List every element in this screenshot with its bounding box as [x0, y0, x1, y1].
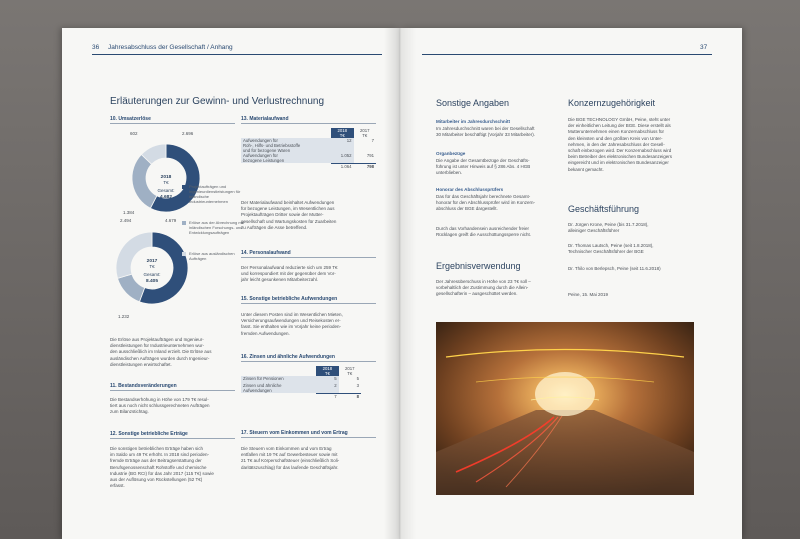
- section-17-text: Die Steuern vom Einkommen und vom Ertrag entfallen mit 19 T€ auf Gewerbesteuer sowie mit 21 T€ auf Körperschaftsteuer (einschließlich Soli- daritätszuschlag) für das laufende Geschäftsjahr.: [241, 446, 340, 470]
- gf-member-1: Dr. Jürgen Krone, Peine (bis 31.7.2018), alleiniger Geschäftsführer: [568, 222, 649, 234]
- table-total-row: 1.064 798: [241, 163, 376, 171]
- gf-heading: Geschäftsführung: [568, 204, 640, 214]
- section-11-text: Die Bestandserhöhung in Höhe von 179 T€ resul- tiert aus noch nicht schlussgerechneten Aufträgen zum Bilanzstichtag.: [110, 397, 210, 415]
- ergebnis-heading: Ergebnisverwendung: [436, 261, 521, 271]
- table-total-row: 7 8: [241, 393, 361, 401]
- table-row: Aufwendungen für Roh-, Hilfs- und Betriebsstoffe und für bezogene Waren 12 7: [243, 138, 374, 153]
- mitarbeiter-text: Im Jahresdurchschnitt waren bei der Gesellschaft 30 Mitarbeiter beschäftigt (Vorjahr 33 Mitarbeiter).: [436, 126, 536, 138]
- sonstige-heading: Sonstige Angaben: [436, 98, 510, 108]
- donut-2017-label-b: 4.679: [165, 218, 177, 223]
- col-2017-header: 2017 T€: [359, 128, 370, 138]
- donut-2018-total-label: Gesamt:: [157, 188, 175, 193]
- section-14-title: 14. Personalaufwand: [241, 250, 291, 256]
- donut-2017-unit: T€: [149, 264, 155, 269]
- donut-2017-total: 8.405: [145, 279, 159, 284]
- book-gutter: [384, 28, 416, 539]
- interest-table: [241, 366, 361, 401]
- donut-2018-label-a: 602: [130, 131, 138, 136]
- page-number-right: 37: [700, 44, 708, 51]
- table-row: Zinsen und ähnliche Aufwendungen 2 3: [243, 383, 359, 393]
- header-title: Jahresabschluss der Gesellschaft / Anhang: [108, 44, 233, 51]
- ausschuettung-note: Durch das Vorhandensein ausreichender freier Rücklagen greift die Ausschüttungssperre nicht.: [436, 226, 532, 238]
- header-rule: [422, 54, 712, 55]
- section-17-title: 17. Steuern vom Einkommen und vom Ertrag: [241, 430, 348, 436]
- col-2017-header: 2017 T€: [345, 366, 355, 376]
- donut-2017-label-c: 1.232: [118, 314, 130, 319]
- donut-2018-unit: T€: [163, 180, 169, 185]
- donut-2018-label-c: 1.384: [123, 210, 135, 215]
- divider: [110, 123, 235, 124]
- honorar-title: Honorar des Abschlussprüfers: [436, 187, 504, 192]
- page-number-left: 36: [92, 44, 100, 51]
- table-row: Zinsen für Pensionen 5 5: [243, 376, 359, 381]
- divider: [110, 390, 235, 391]
- legend-swatch-light: [182, 252, 186, 256]
- honorar-text: Das für das Geschäftsjahr berechnete Gesamt- honorar für den Abschlussprüfer wird im Konzern- abschluss der BGE dargestellt.: [436, 194, 536, 212]
- divider: [241, 257, 376, 258]
- gf-date: Peine, 15. Mai 2019: [568, 292, 609, 297]
- section-16-title: 16. Zinsen und ähnliche Aufwendungen: [241, 354, 335, 360]
- divider: [241, 437, 376, 438]
- section-13-title: 13. Materialaufwand: [241, 116, 289, 122]
- tunnel-photo: [436, 322, 694, 495]
- section-15-title: 15. Sonstige betriebliche Aufwendungen: [241, 296, 338, 302]
- divider: [241, 303, 376, 304]
- legend-item-3: Erlöse aus ausländischen Aufträgen: [189, 251, 235, 261]
- col-2018-header: 2018 T€: [331, 128, 354, 138]
- ergebnis-text: Der Jahresüberschuss in Höhe von 23 T€ soll – vorbehaltlich der Zustimmung durch die Allein- gesellschafterin – ausgeschüttet werden.: [436, 279, 531, 297]
- col-2018-header: 2018 T€: [316, 366, 338, 376]
- material-table: [241, 128, 376, 171]
- organbezuege-title: Organbezüge: [436, 151, 466, 156]
- section-11-title: 11. Bestandsveränderungen: [110, 383, 177, 389]
- konzern-text: Die BGE TECHNOLOGY GmbH, Peine, steht unter der einheitlichen Leitung der BGE. Diese erstellt als Mutterunternehmen einen Konzernabschluss für den kleinsten und den größten Kreis von Unter- nehmen, in den der Jahresabschluss der Gesell- schaft einbezogen wird. Der Konzernabschluss wird beim Betreiber des elektronischen Bundesanzeigers eingereicht und im elektronischen Bundesanzeiger bekannt gemacht.: [568, 117, 673, 172]
- section-15-text: Unter diesem Posten sind im Wesentlichen Mieten, Versicherungsaufwendungen und Reisekosten er- fasst. Sie enthalten wie im Vorjahr keine perioden- fremden Aufwendungen.: [241, 312, 343, 336]
- section-12-text: Die sonstigen betrieblichen Erträge haben sich im Saldo um 49 T€ erhöht. In 2018 sind perioden- fremde Erträge aus der Beitragserstattung der Berufsgenossenschaft Rohstoffe und chemische Industrie (BG RCI) für das Jahr 2017 (115 T€) sowie aus der Auflösung von Rückstellungen (52 T€) erfasst.: [110, 446, 214, 489]
- legend-item-2: Erlöse aus der Abrechnung mit inländischen Forschungs- und Entwicklungsaufträgen: [189, 220, 244, 235]
- organbezuege-text: Die Angabe der Gesamtbezüge der Geschäfts- führung ist unter Hinweis auf § 286 Abs. 4 HGB unterblieben.: [436, 158, 531, 176]
- legend-swatch-dark: [182, 185, 186, 189]
- konzern-heading: Konzernzugehörigkeit: [568, 98, 656, 108]
- donut-2017-total-label: Gesamt:: [143, 272, 161, 277]
- divider: [110, 438, 235, 439]
- donut-2018-year: 2018: [160, 175, 172, 180]
- mitarbeiter-title: Mitarbeiter im Jahresdurchschnitt: [436, 119, 511, 124]
- section-10-title: 10. Umsatzerlöse: [110, 116, 151, 122]
- donut-2017-label-a: 2.494: [120, 218, 132, 223]
- table-row: Aufwendungen für bezogene Leistungen 1.052 791: [243, 153, 374, 163]
- main-heading: Erläuterungen zur Gewinn- und Verlustrechnung: [110, 96, 325, 107]
- donut-2017-year: 2017: [146, 259, 158, 264]
- donut-2018-label-b: 2.696: [182, 131, 194, 136]
- divider: [241, 361, 376, 362]
- section-12-title: 12. Sonstige betriebliche Erträge: [110, 431, 188, 437]
- section-10-text: Die Erlöse aus Projektaufträgen und Ingenieur- dienstleistungen für Industrieunternehmen wur- den ausschließlich im Inland erzielt. Die Erlöse aus ausländischen Aufträgen wurden durch Ingenieur- dienstleistungen erwirtschaftet.: [110, 337, 212, 367]
- section-14-text: Der Personalaufwand reduzierte sich um 259 T€ und korrespondiert mit der gegenüber dem Vor- jahr leicht gesunkenen Mitarbeiterzahl.: [241, 265, 338, 283]
- section-13-text: Der Materialaufwand beinhaltet Aufwendungen für bezogene Leistungen, im Wesentlichen aus Projektaufträgen Dritter sowie der Mutter- gesellschaft und Wartungskosten für Zuarbeiten zu Aufträgen die Asse betreffend.: [241, 200, 337, 230]
- divider: [241, 123, 376, 124]
- right-page: [400, 28, 742, 539]
- gf-member-2: Dr. Thomas Lautsch, Peine (seit 1.8.2018), Technischer Geschäftsführer der BGE: [568, 243, 654, 255]
- legend-item-1: Projektaufträgen und Ingenieurdienstleistungen für inländische Industrieunternehmen: [189, 184, 241, 204]
- header-rule: [92, 54, 382, 55]
- gf-member-3: Dr. Thilo von Berlepsch, Peine (seit 11.6.2018): [568, 266, 661, 271]
- legend-swatch-mid: [182, 221, 186, 225]
- donut-2017-slice-research: [118, 274, 145, 302]
- donut-2018-total: 4.682: [159, 195, 173, 200]
- left-page: [62, 28, 400, 539]
